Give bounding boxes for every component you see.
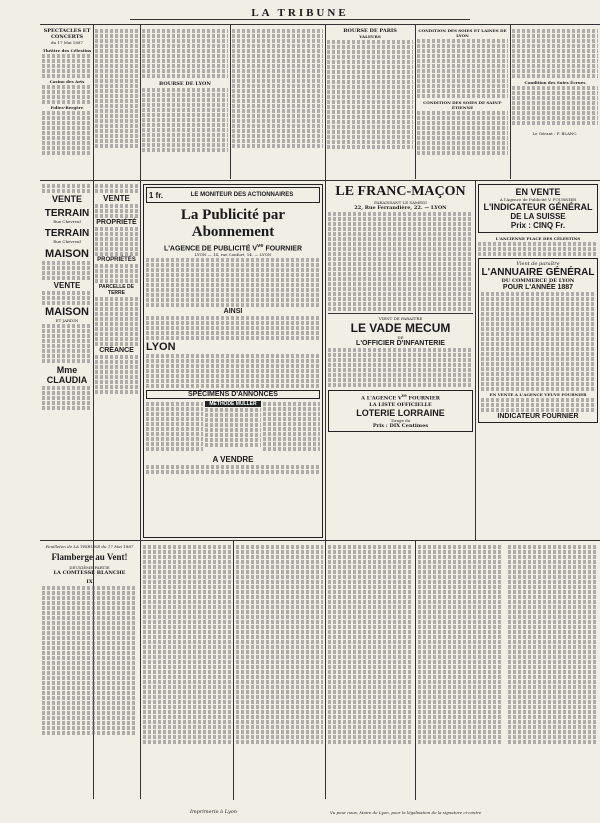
franc-macon-title: LE FRANC-MAÇON — [335, 184, 466, 199]
feuilleton-header: Feuilleton de LA TRIBUNE du 17 Mai 1887 — [45, 544, 134, 549]
vade-title: LE VADE MECUM — [350, 321, 451, 335]
masthead-title: LA TRIBUNE — [251, 7, 349, 19]
ad-terrain-1: TERRAIN — [44, 208, 90, 219]
divider — [328, 313, 473, 314]
text-lines — [42, 111, 92, 155]
top-text-column — [95, 28, 138, 178]
vente-fournier: EN VENTE A L'AGENCE VEUVE FOURNIER — [489, 392, 587, 397]
top-rule — [40, 24, 600, 25]
table-lines — [417, 111, 508, 155]
ad-terrain-2-street: Rue Chevreul — [53, 239, 81, 244]
specimen-cell — [263, 401, 320, 452]
specimens-heading: SPÉCIMENS D'ANNONCES — [146, 390, 320, 399]
ad-parcelle: PARCELLE DE TERRE — [99, 284, 134, 296]
publicite-title: La Publicité par Abonnement — [180, 207, 286, 240]
feuilleton-subtitle: LA COMTESSE BLANCHE — [53, 570, 126, 576]
valeurs-header: VALEURS — [359, 34, 381, 39]
vade-officier: L'OFFICIER D'INFANTERIE — [356, 340, 445, 347]
agence-address: LYON — 14, rue Confort, 14. — LYON — [194, 252, 272, 258]
feuilleton-column — [42, 544, 137, 799]
spectacles-title: SPECTACLES ET CONCERTS — [43, 28, 91, 40]
masthead-rule — [130, 19, 470, 20]
text-lines — [42, 261, 92, 280]
loterie-liste: LA LISTE OFFICIELLE — [369, 401, 432, 408]
feuilleton-rule — [40, 540, 600, 541]
a-vendre: A VENDRE — [212, 455, 254, 465]
text-lines — [95, 204, 138, 218]
ad-proprietes: PROPRIÉTÉS — [97, 257, 136, 263]
annuaire-head: Vient de paraître — [516, 261, 560, 267]
cours-soies-title: CONDITION DES SOIES ET LAINES DE LYON — [418, 28, 507, 38]
ad-claudia: Mme CLAUDIA — [46, 365, 88, 385]
second-ads-column — [95, 183, 138, 538]
text-lines — [146, 354, 320, 388]
table-lines — [417, 39, 508, 98]
ad-terrain-1-street: Rue Chevreul — [53, 219, 81, 224]
celestins-ad: L'ANCIENNE PLACE DES CÉLESTINS — [495, 236, 581, 241]
text-lines — [95, 227, 138, 256]
ad-creance: CRÉANCE — [99, 347, 134, 354]
ainsi-heading: AINSI — [223, 308, 243, 316]
text-lines — [146, 316, 320, 340]
text-lines — [146, 258, 320, 307]
loterie-prix: Prix : DIX Centimes — [372, 422, 429, 429]
ad-vente-2: VENTE — [53, 281, 81, 290]
text-lines — [146, 465, 320, 474]
bourse-paris-title: BOURSE DE PARIS — [343, 28, 397, 34]
franc-macon-address: 22, Rue Ferrandière, 22. — LYON — [354, 205, 447, 211]
col-rule-7 — [233, 540, 234, 800]
franc-macon-column — [328, 184, 473, 538]
feuilleton-col-5 — [418, 544, 503, 789]
loterie-tirage: Tirage du — [390, 417, 411, 423]
prix-cinq: Prix : CINQ Fr. — [510, 221, 566, 230]
moniteur-title: LE MONITEUR DES ACTIONNAIRES — [190, 192, 294, 198]
bourse-lyon-title: BOURSE DE LYON — [159, 81, 211, 87]
text-lines — [478, 242, 598, 256]
specimen-cell — [146, 401, 203, 452]
text-lines — [42, 291, 92, 305]
text-lines — [95, 29, 138, 148]
folies-bergere: Folies-Bergère — [50, 105, 84, 110]
specimens-grid — [146, 401, 320, 452]
masthead — [0, 0, 600, 26]
feuilleton-col-2 — [143, 544, 231, 789]
section-rule — [40, 180, 600, 181]
text-lines — [95, 184, 138, 193]
theatre-celestins: Théâtre des Célestins — [42, 48, 92, 53]
loterie-title: LOTERIE LORRAINE — [356, 407, 445, 418]
indicateur-fournier: INDICATEUR FOURNIER — [497, 413, 579, 420]
table-lines — [142, 88, 228, 152]
text-lines — [42, 184, 92, 193]
annuaire-sub: DU COMMERCE DE LYON — [501, 278, 575, 284]
ad-terrain-2: TERRAIN — [44, 228, 90, 239]
condition-soies-title: Condition des Soies Écrues — [524, 80, 586, 85]
gerant: Le Gérant : F. BLANC. — [532, 131, 578, 136]
vade-header: VIENT DE PARAITRE — [378, 316, 423, 321]
text-lines — [42, 586, 137, 735]
specimen-cell — [205, 401, 262, 452]
vade-de: DE — [397, 335, 404, 340]
indicateur-general: L'INDICATEUR GÉNÉRAL — [483, 202, 593, 212]
publicite-panel — [143, 184, 323, 538]
table-lines — [327, 40, 413, 149]
ad-vente: VENTE — [51, 194, 82, 204]
theatre-arts: Casino des Arts — [49, 79, 85, 84]
ad-maison: MAISON — [45, 248, 89, 260]
col-rule-6 — [510, 24, 511, 179]
annuaire-box — [478, 258, 598, 423]
text-lines — [481, 398, 595, 412]
moniteur-price: 1 fr. — [148, 190, 164, 200]
loterie-agence: A L'AGENCE $V^{ve}$ FOURNIER — [361, 393, 440, 402]
ad-propriete: PROPRIÉTÉ — [96, 219, 137, 226]
col-rule-5 — [415, 24, 416, 179]
methode-muller: MÉTHODE MULLER — [205, 401, 262, 407]
feuilleton-col-4 — [328, 544, 413, 789]
text-lines — [481, 292, 595, 391]
table-lines — [512, 86, 598, 125]
agence-title: L'AGENCE DE PUBLICITÉ $V^{ve}$ FOURNIER — [163, 243, 303, 253]
indicateur-suisse-box — [478, 184, 598, 233]
text-lines — [42, 85, 92, 104]
text-lines — [205, 408, 262, 447]
text-lines — [95, 264, 138, 283]
annuaire-title: L'ANNUAIRE GÉNÉRAL — [481, 267, 595, 278]
en-vente-sub: A l'Agence de Publicité V. FOURNIER — [499, 197, 577, 202]
feuilleton-part: DEUXIÈME PARTIE — [69, 565, 110, 570]
spectacles-column — [42, 28, 92, 178]
footer-left: Imprimerie à Lyon — [190, 809, 238, 815]
footer-right: Vu pour nous, Maire de Lyon, pour la légalisation de la signature ci-contre — [330, 810, 482, 815]
col-rule-8 — [415, 540, 416, 800]
loterie-box — [328, 390, 473, 432]
table-lines — [512, 29, 598, 78]
text-lines — [42, 324, 92, 363]
suisse: DE LA SUISSE — [510, 212, 566, 221]
en-vente: EN VENTE — [515, 187, 561, 197]
condition-st-etienne: CONDITION DES SOIES DE SAINT-ÉTIENNE — [423, 100, 502, 110]
col-rule-2 — [140, 24, 141, 799]
bourse-paris-column — [327, 28, 413, 178]
feuilleton-col-3 — [236, 544, 323, 789]
bourse-table-column — [232, 28, 323, 178]
feuilleton-col-6 — [508, 544, 596, 789]
text-lines — [142, 29, 228, 78]
text-lines — [42, 54, 92, 78]
ad-maison-2: MAISON — [45, 306, 89, 318]
text-lines — [328, 348, 473, 387]
bourse-lyon-column — [142, 28, 228, 178]
chapter-number: IX — [86, 579, 93, 585]
col-rule-3 — [230, 24, 231, 179]
franc-macon-sub: PARAISSANT LE SAMEDI — [374, 200, 427, 205]
moniteur-banner — [146, 187, 320, 203]
annuaire-year: POUR L'ANNÉE 1887 — [502, 284, 574, 291]
text-lines — [95, 355, 138, 394]
text-lines — [328, 212, 473, 311]
cours-soies-column — [417, 28, 508, 178]
ad-maison-2-sub: ET JARDIN — [55, 318, 79, 323]
spectacles-date: du 17 Mai 1887 — [51, 40, 83, 45]
col-rule-4 — [325, 24, 326, 799]
feuilleton-title: Flamberge au Vent! — [51, 552, 128, 562]
lyon-heading: LYON — [146, 341, 176, 354]
text-lines — [95, 297, 138, 346]
col-rule-9 — [475, 180, 476, 540]
ad-vente-b: VENTE — [103, 194, 130, 203]
right-ads-column — [478, 184, 598, 538]
condition-column — [512, 28, 598, 178]
table-lines — [232, 29, 323, 148]
left-ads-column — [42, 183, 92, 538]
text-lines — [42, 386, 92, 410]
